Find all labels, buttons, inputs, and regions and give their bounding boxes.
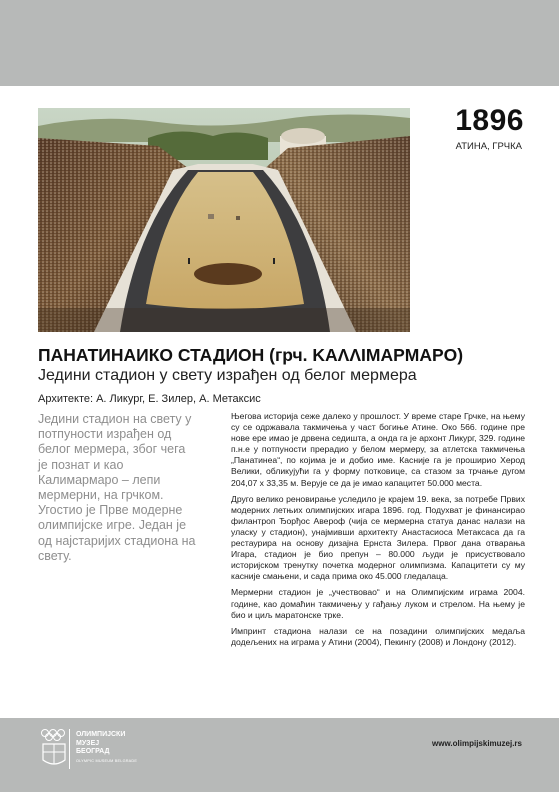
body-paragraph: Импринт стадиона налази се на позадини олимпијских медаља додељених на играма у Атини (2004), Пекингу (2008) и Лондону (2012). (231, 625, 525, 647)
logo-divider (69, 729, 70, 769)
body-paragraph: Друго велико реновирање уследило је крајем 19. века, за потребе Првих модерних летњих олимпијских игара 1896. год. Подухват је финансирао филантроп Ђорђос Авероф (чија се мермерна статуа данас налази на уласку у стадион), унајмивши архитекту Анастасиоса Метаксаса да га рестаурира на основу дизајна Ернста Зилера. Првог дана отварања Игара, стадион је био препун – 80.000 људи је присуствовало историјском тренутку почетка модерног олимпизма. Капацитети су му касније смањени, и сада прима око 45.000 гледалаца. (231, 493, 525, 582)
museum-name-line: ОЛИМПИЈСКИ (76, 731, 126, 738)
event-year: 1896 (455, 104, 524, 137)
header-band (0, 0, 559, 86)
page-subtitle: Једини стадион у свету израђен од белог мермера (38, 367, 417, 384)
stadium-illustration (38, 108, 410, 332)
body-text (231, 411, 525, 653)
body-paragraph: Његова историја сеже далеко у прошлост. У време старе Грчке, на њему су се одржавала такмичења у част богиње Атине. Око 566. године пре нове ере имао је дрвена седишта, а онда га је архонт Ликург, 329. године п.н.е у потпуности прерадио у белом мермеру, за атлетска такмичења „Панатинеа“, по којима је и добио име. Касније га је проширио Херод Велики, обликујући га у форму потковице, са стазом за трчање дугом 204,07 х 33,35 м. Верује се да је имао капацитет 50.000 места. (231, 411, 525, 488)
page-title: ПАНАТИНАИКО СТАДИОН (грч. ΚΑΛΛΙΜΑΡΜΑΡΟ) (38, 345, 464, 365)
body-paragraph: Мермерни стадион је „учествовао“ и на Олимпијским играма 2004. године, као домаћин такмичењу у гађању луком и стрелом. На њему је био и циљ маратонске трке. (231, 587, 525, 620)
event-location: АТИНА, ГРЧКА (455, 141, 522, 152)
lead-paragraph: Једини стадион на свету у потпуности израђен од белог мермера, због чега је познат и као Калимармаро – лепи мермерни, на грчком. Угостио је Прве модерне олимпијске игре. Један је од најстаријих стадиона на свету. (38, 412, 196, 563)
museum-tagline: OLYMPIC MUSEUM BELGRADE (76, 759, 138, 763)
stadium-photo (38, 108, 410, 332)
museum-name-line: БЕОГРАД (76, 748, 110, 755)
website-link[interactable]: www.olimpijskimuzej.rs (432, 739, 522, 748)
museum-name-line: МУЗЕЈ (76, 739, 100, 747)
museum-name (76, 731, 125, 757)
architects-line: Архитекте: А. Ликург, Е. Зилер, А. Метаксис (38, 393, 261, 405)
